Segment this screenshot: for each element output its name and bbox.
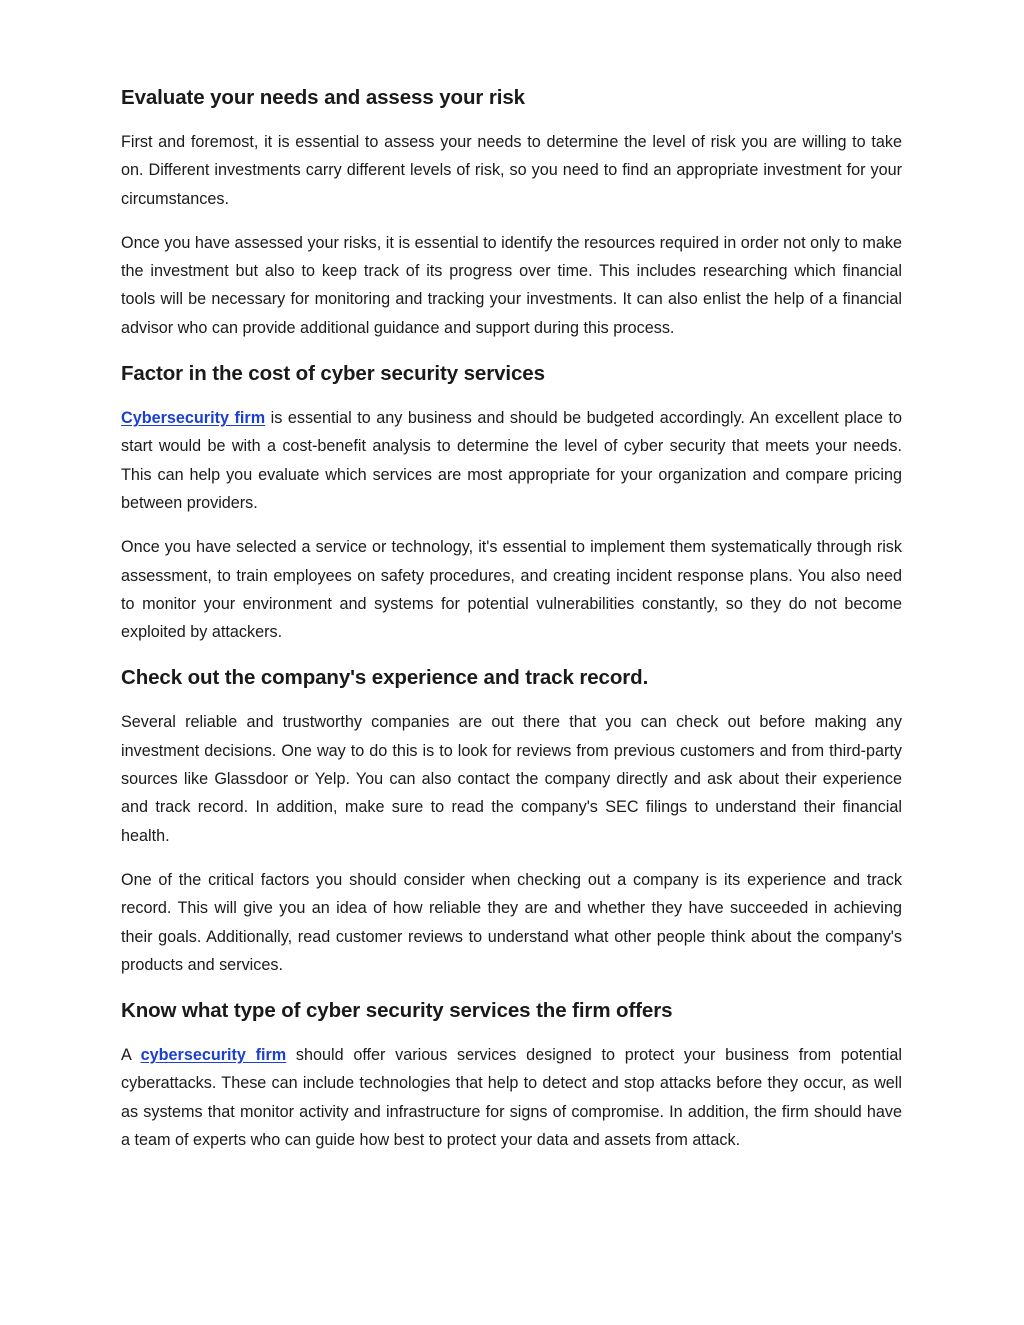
- cybersecurity-firm-link[interactable]: cybersecurity firm: [140, 1046, 287, 1065]
- section-evaluate-needs: [121, 82, 902, 342]
- section-heading: Know what type of cyber security services the firm offers: [121, 999, 673, 1023]
- paragraph: Several reliable and trustworthy companies are out there that you can check out before making any investment decisions. One way to do this is to look for reviews from previous customers and from third-party sources like Glassdoor or Yelp. You can also contact the company directly and ask about their experience and track record. In addition, make sure to read the company's SEC filings to understand their financial health.: [121, 713, 902, 845]
- paragraph: First and foremost, it is essential to assess your needs to determine the level of risk you are willing to take on. Different investments carry different levels of risk, so you need to find an appropriate investment for your circumstances.: [121, 133, 902, 208]
- paragraph-text: should offer various services designed to protect your business from potential cyberattacks. These can include technologies that help to detect and stop attacks before they occur, as well as systems that monitor activity and infrastructure for signs of compromise. In addition, the firm should have a team of experts who can guide how best to protect your data and assets from attack.: [121, 1046, 902, 1150]
- section-heading: Evaluate your needs and assess your risk: [121, 86, 525, 109]
- section-heading: Factor in the cost of cyber security services: [121, 362, 545, 386]
- paragraph: [121, 1041, 902, 1154]
- cybersecurity-firm-link[interactable]: Cybersecurity firm: [121, 409, 266, 428]
- section-cost-of-services: [121, 358, 902, 646]
- paragraph-text: is essential to any business and should be budgeted accordingly. An excellent place to start would be with a cost-benefit analysis to determine the level of cyber security that meets your needs. This can help you evaluate which services are most appropriate for your organization and compare pricing between providers.: [121, 409, 902, 512]
- paragraph: Once you have selected a service or technology, it's essential to implement them systematically through risk assessment, to train employees on safety procedures, and creating incident response plans. You also need to monitor your environment and systems for potential vulnerabilities constantly, so they do not become exploited by attackers.: [121, 538, 902, 642]
- section-heading: Check out the company's experience and track record.: [121, 666, 649, 690]
- section-service-types: [121, 995, 902, 1154]
- paragraph: One of the critical factors you should consider when checking out a company is its experience and track record. This will give you an idea of how reliable they are and whether they have succeeded in achieving their goals. Additionally, read customer reviews to understand what other people think about the company's products and services.: [121, 870, 902, 974]
- section-experience-track-record: [121, 662, 902, 979]
- document-page: [121, 82, 902, 1170]
- paragraph: Once you have assessed your risks, it is essential to identify the resources required in order not only to make the investment but also to keep track of its progress over time. This includes researching which financial tools will be necessary for monitoring and tracking your investments. It can also enlist the help of a financial advisor who can provide additional guidance and support during this process.: [121, 233, 902, 337]
- paragraph: [121, 404, 902, 517]
- paragraph-text: A: [121, 1046, 141, 1065]
